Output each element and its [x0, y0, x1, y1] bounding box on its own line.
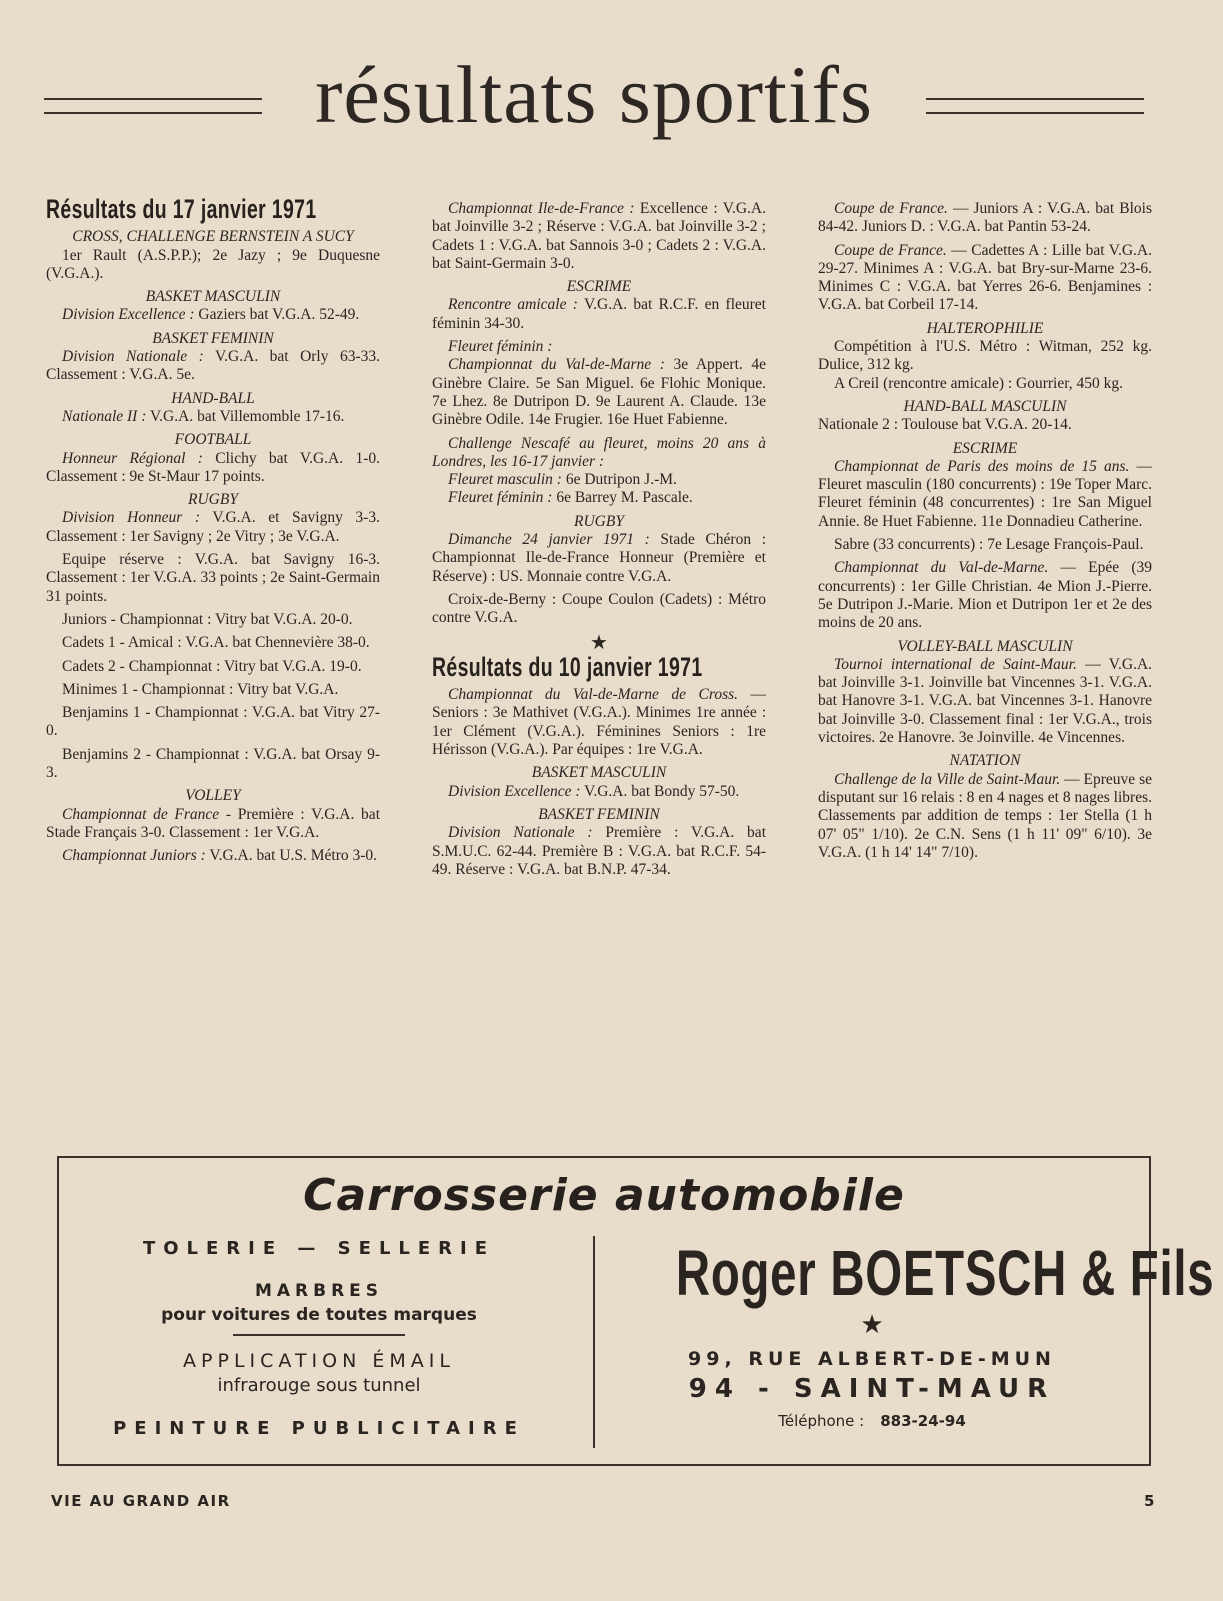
result-hand-ball: [46, 408, 380, 426]
lead-text: Fleuret féminin :: [448, 489, 553, 507]
lead-text: Honneur Régional :: [62, 449, 203, 467]
lead-text: Challenge de la Ville de Saint-Maur.: [834, 770, 1061, 788]
ad-address-city: 94 - SAINT-MAUR: [688, 1374, 1056, 1404]
column-2: [432, 200, 766, 884]
subheading-hand-ball: HAND-BALL: [171, 389, 255, 407]
lead-text: Championnat Ile-de-France :: [448, 200, 635, 217]
subheading-basket-masculin: BASKET MASCULIN: [531, 764, 667, 782]
body-text: 6e Barrey M. Pascale.: [556, 489, 693, 507]
result-football: [46, 450, 380, 487]
result-challenge-nescafe: [432, 435, 766, 472]
result-volley-idf: [432, 200, 766, 273]
ad-divider: [233, 1334, 405, 1336]
body-text: Stade Chéron : Championnat Ile-de-France Honneur (Première et Réserve) : US. Monnaie contre V.G.A.: [432, 531, 767, 585]
page-title: résultats sportifs: [315, 49, 873, 140]
body-text: V.G.A. bat Bondy 57-50.: [584, 782, 740, 800]
ad-phone-label: Téléphone :: [778, 1412, 865, 1430]
body-text: V.G.A. bat Villemomble 17-16.: [149, 407, 345, 425]
page-header: [44, 49, 1144, 148]
result-fleuret-feminin: [432, 338, 766, 356]
body-text: — Seniors : 3e Mathivet (V.G.A.). Minimes 1re année : 1er Clément (V.G.A.). Féminines Seniors : 1re Hérisson (V.G.A.). Par équipes : 1re V.G.A.: [432, 686, 767, 759]
body-text: — Epée (39 concurrents) : 1er Gille Christian. 4e Mion J.-Pierre. 5e Dutripon J.-Marie. Mion et Dutripon 1er et 2e des moins de 20 ans.: [818, 559, 1153, 632]
lead-text: Division Nationale :: [448, 824, 593, 842]
lead-text: Division Nationale :: [62, 348, 204, 366]
subheading-hand-ball-masculin: HAND-BALL MASCULIN: [903, 397, 1067, 415]
lead-text: Championnat du Val-de-Marne :: [448, 356, 665, 374]
body-text: — Fleuret masculin (180 concurrents) : 19e Toper Marc. Fleuret féminin (48 concurrentes) : 1re San Miguel Annie. 8e Huet Fabienne. 11e Donnadieu Catherine.: [818, 457, 1153, 530]
subheading-escrime: ESCRIME: [952, 439, 1018, 457]
subheading-basket-feminin: BASKET FEMININ: [538, 805, 660, 823]
body-text: V.G.A. bat R.C.F. en fleuret féminin 34-30.: [432, 296, 766, 332]
body-text: Première : V.G.A. bat S.M.U.C. 62-44. Première B : V.G.A. bat R.C.F. 54-49. Réserve : V.G.A. bat B.N.P. 47-34.: [432, 824, 766, 878]
body-text: V.G.A. bat Orly 63-33. Classement : V.G.A. 5e.: [46, 348, 380, 384]
result-escrime-val-de-marne: [818, 559, 1152, 632]
subheading-rugby: RUGBY: [574, 512, 624, 530]
result-halterophilie: Compétition à l'U.S. Métro : Witman, 252 kg. Dulice, 312 kg.: [818, 338, 1152, 374]
ad-title: Carrosserie automobile: [303, 1170, 905, 1221]
body-text: V.G.A. et Savigny 3-3. Classement : 1er Savigny ; 2e Vitry ; 3e V.G.A.: [46, 509, 380, 545]
result-basket-masculin: [46, 306, 380, 324]
result-basket-feminin: [432, 824, 766, 879]
result-escrime-paris: [818, 458, 1152, 531]
lead-text: Rencontre amicale :: [448, 296, 578, 314]
result-paragraph: Cadets 1 - Amical : V.G.A. bat Chennevière 38-0.: [62, 634, 370, 652]
body-text: 6e Dutripon J.-M.: [565, 471, 677, 489]
lead-text: Championnat du Val-de-Marne de Cross.: [448, 686, 739, 704]
subheading-volley-ball-masculin: VOLLEY-BALL MASCULIN: [897, 637, 1073, 655]
subheading-volley: VOLLEY: [185, 787, 241, 805]
body-text: — Juniors A : V.G.A. bat Blois 84-42. Juniors D. : V.G.A. bat Pantin 53-24.: [818, 200, 1153, 236]
star-icon: ★: [860, 1310, 884, 1339]
body-text: 3e Appert. 4e Ginèbre Claire. 5e San Miguel. 6e Flohic Monique. 7e Lhez. 8e Dutripon D. 9e Laurent A. Claude. 13e Ginèbre Odile. 14e Frugier. 16e Huet Fabienne.: [432, 356, 766, 429]
subheading-rugby: RUGBY: [188, 491, 238, 509]
star-separator: ★: [590, 631, 608, 654]
subheading-cross: CROSS, CHALLENGE BERNSTEIN A SUCY: [72, 228, 354, 246]
result-paragraph: Benjamins 2 - Championnat : V.G.A. bat Orsay 9-3.: [46, 745, 380, 782]
subheading-basket-masculin: BASKET MASCULIN: [145, 288, 281, 306]
body-text: — Cadettes A : Lille bat V.G.A. 29-27. Minimes A : V.G.A. bat Bry-sur-Marne 23-6. Minimes C : V.G.A. bat Yerres 26-6. Benjamines : V.G.A. bat Corbeil 17-14.: [818, 241, 1153, 314]
result-fleuret-val-de-marne: [432, 356, 766, 429]
ad-vertical-divider: [593, 1236, 595, 1448]
result-croix-de-berny: Croix-de-Berny : Coupe Coulon (Cadets) : Métro contre V.G.A.: [432, 590, 766, 627]
advertisement-box: [57, 1156, 1215, 1466]
footer-publication: VIE AU GRAND AIR: [51, 1492, 231, 1510]
lead-text: Championnat de Paris des moins de 15 ans.: [834, 457, 1130, 475]
body-text: — V.G.A. bat Joinville 3-1. Joinville bat Vincennes 3-1. V.G.A. bat Hanovre 3-1. V.G.A. bat Vincennes 3-1. Hanovre bat Joinville 3-0. Classement final : 1er V.G.A., trois victoires. 2e Hanovre. 3e Joinville. 4e Vincennes.: [818, 655, 1153, 747]
lead-text: Dimanche 24 janvier 1971 :: [448, 531, 650, 549]
lead-text: Nationale II :: [62, 407, 147, 425]
header-rule-right: [926, 98, 1144, 114]
lead-text: Division Honneur :: [62, 509, 201, 527]
result-hand-ball-masculin: Nationale 2 : Toulouse bat V.G.A. 20-14.: [818, 416, 1072, 434]
result-basket-masculin: [432, 783, 766, 801]
subheading-halterophilie: HALTEROPHILIE: [926, 319, 1044, 337]
body-text: Gaziers bat V.G.A. 52-49.: [198, 306, 360, 324]
body-text: - Première : V.G.A. bat Stade Français 3-0. Classement : 1er V.G.A.: [46, 805, 380, 841]
body-text: Excellence : V.G.A. bat Joinville 3-2 ; Réserve : V.G.A. bat Joinville 3-2 ; Cadets 1 : V.G.A. bat Sannois 3-0 ; Cadets 2 : V.G.A. bat Saint-Germain 3-0.: [432, 200, 766, 272]
ad-address-street: 99, RUE ALBERT-DE-MUN: [688, 1348, 1056, 1370]
section-heading-10-janvier: Résultats du 10 janvier 1971: [432, 651, 703, 682]
ad-company-name: Roger BOETSCH & Fils: [675, 1237, 1215, 1309]
result-coupe-de-france-juniors: [818, 200, 1152, 237]
result-rugby: [46, 509, 380, 546]
result-paragraph: Cadets 2 - Championnat : Vitry bat V.G.A. 19-0.: [62, 657, 362, 675]
result-rugby-dimanche: [432, 531, 766, 586]
lead-text: Coupe de France.: [834, 241, 947, 259]
subheading-escrime: ESCRIME: [566, 278, 632, 296]
lead-text: Championnat du Val-de-Marne.: [834, 559, 1049, 577]
result-cross: 1er Rault (A.S.P.P.); 2e Jazy ; 9e Duquesne (V.G.A.).: [46, 246, 380, 282]
lead-text: Championnat Juniors :: [62, 847, 206, 865]
lead-text: Fleuret féminin :: [448, 338, 553, 356]
subheading-natation: NATATION: [949, 752, 1021, 770]
column-1: [46, 194, 380, 871]
footer-page-number: 5: [1144, 1492, 1156, 1510]
lead-text: Championnat de France: [62, 805, 220, 823]
lead-text: Division Excellence :: [62, 306, 195, 324]
ad-line-infrarouge: infrarouge sous tunnel: [217, 1375, 421, 1396]
result-paragraph: Minimes 1 - Championnat : Vitry bat V.G.A.: [62, 680, 339, 698]
subheading-football: FOOTBALL: [174, 431, 252, 449]
result-tournoi-saint-maur: [818, 656, 1152, 747]
subheading-basket-feminin: BASKET FEMININ: [152, 329, 274, 347]
ad-line-voitures: pour voitures de toutes marques: [161, 1305, 477, 1325]
body-text: — Epreuve se disputant sur 16 relais : 8 en 4 nages et 8 nages libres. Classements par addition de temps : 1er Stella (1 h 07' 05" 1/10). 2e C.N. Sens (1 h 11' 09" 6/10). 3e V.G.A. (1 h 14' 14" 7/10).: [818, 770, 1152, 861]
result-volley-juniors: [46, 847, 380, 865]
section-heading-17-janvier: Résultats du 17 janvier 1971: [46, 194, 317, 224]
result-fleuret-feminin-londres: [432, 489, 766, 507]
ad-line-application: APPLICATION ÉMAIL: [183, 1350, 455, 1372]
result-paragraph: Juniors - Championnat : Vitry bat V.G.A. 20-0.: [62, 610, 353, 628]
result-halterophilie-creil: A Creil (rencontre amicale) : Gourrier, 450 kg.: [834, 374, 1124, 392]
ad-services-block: [79, 1232, 559, 1439]
lead-text: Coupe de France.: [834, 200, 948, 217]
lead-text: Challenge Nescafé au fleuret, moins 20 ans à Londres, les 16-17 janvier :: [432, 434, 766, 470]
result-paragraph: Benjamins 1 - Championnat : V.G.A. bat Vitry 27-0.: [46, 704, 380, 740]
body-text: V.G.A. bat U.S. Métro 3-0.: [209, 847, 378, 865]
lead-text: Tournoi international de Saint-Maur.: [834, 655, 1077, 673]
body-text: Clichy bat V.G.A. 1-0. Classement : 9e St-Maur 17 points.: [46, 449, 380, 485]
lead-text: Fleuret masculin :: [448, 471, 562, 489]
ad-line-tolerie: TOLERIE — SELLERIE: [142, 1238, 496, 1259]
result-fleuret-masculin: [432, 471, 766, 489]
ad-line-peinture: PEINTURE PUBLICITAIRE: [113, 1418, 525, 1439]
lead-text: Division Excellence :: [448, 782, 581, 800]
ad-company-block: [607, 1232, 1215, 1430]
result-basket-feminin: [46, 348, 380, 385]
result-sabre: Sabre (33 concurrents) : 7e Lesage François-Paul.: [834, 536, 1144, 554]
column-3: [818, 200, 1152, 867]
result-escrime: [432, 296, 766, 333]
ad-phone: [607, 1412, 1137, 1430]
ad-line-marbres: MARBRES: [254, 1281, 384, 1301]
result-natation: [818, 771, 1152, 862]
result-paragraph: Equipe réserve : V.G.A. bat Savigny 16-3. Classement : 1er V.G.A. 33 points ; 2e Saint-Germain 31 points.: [46, 551, 380, 605]
ad-phone-number: 883-24-94: [880, 1412, 966, 1430]
result-cross-val-de-marne: [432, 686, 766, 759]
result-volley: [46, 806, 380, 843]
result-coupe-de-france-cadettes: [818, 242, 1152, 315]
